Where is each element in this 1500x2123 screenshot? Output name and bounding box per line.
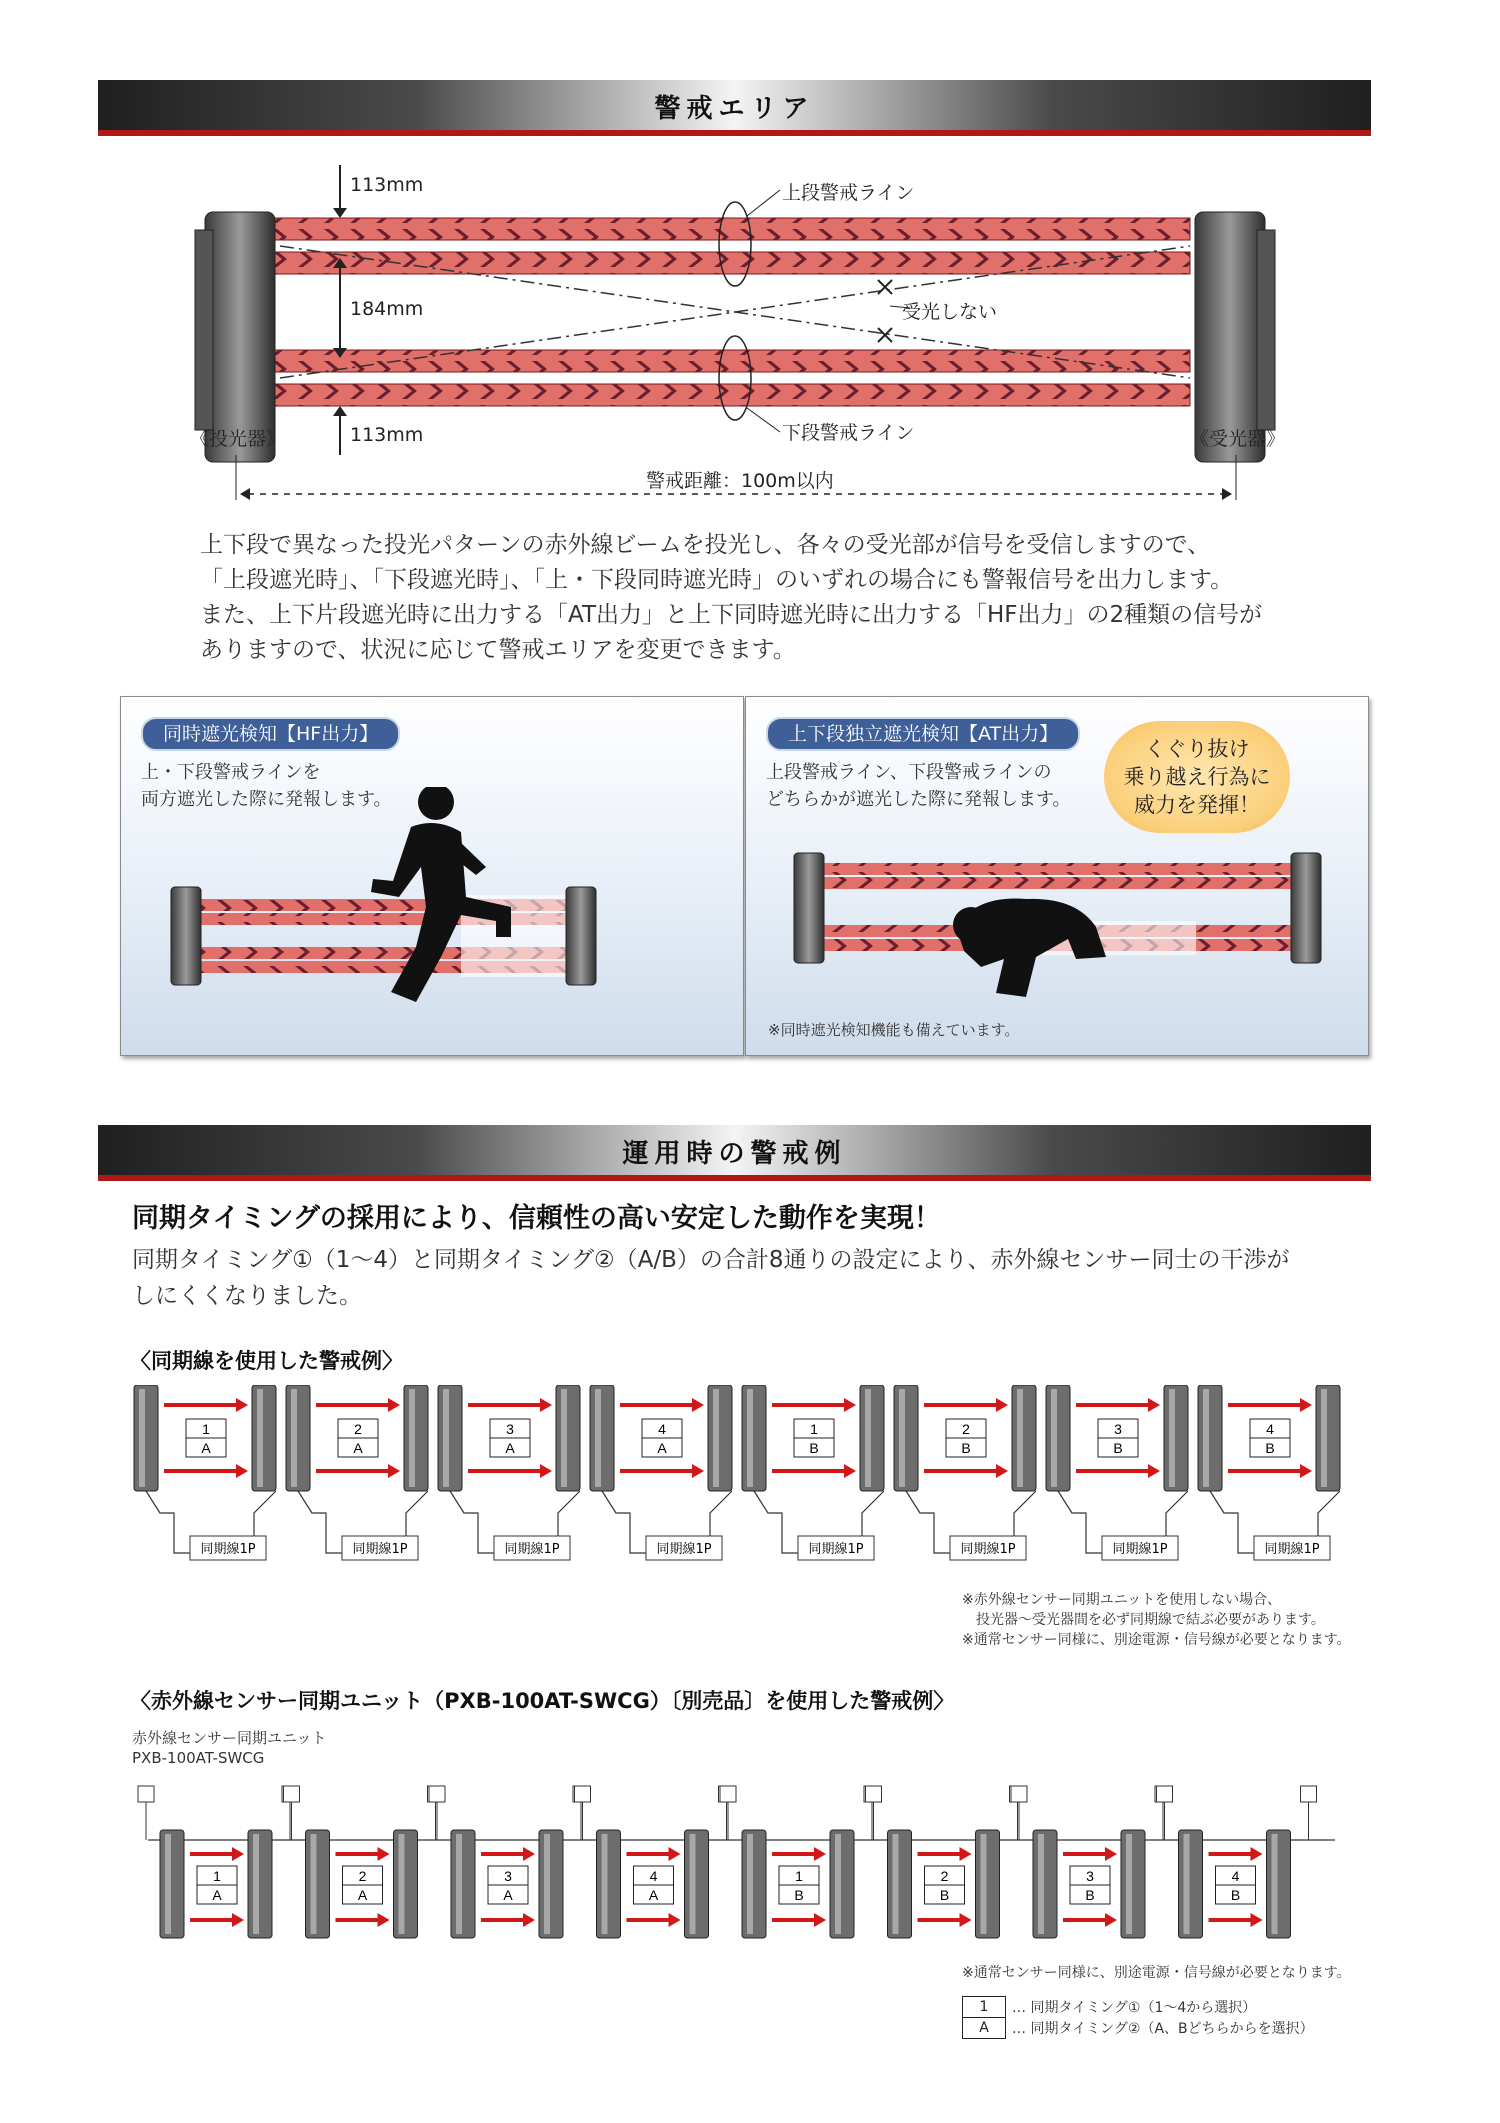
beam-arrowhead [388, 1398, 400, 1412]
beam-arrowhead [960, 1847, 972, 1861]
running-person-illustration [161, 787, 721, 1037]
section-title: 警戒エリア [654, 94, 815, 124]
timing-letter: B [794, 1887, 804, 1903]
lower-line-label: 下段警戒ライン [782, 422, 915, 444]
panel-note: ※同時遮光検知機能も備えています。 [768, 1021, 1020, 1039]
sync-label: 同期線1P [656, 1542, 712, 1557]
sensor-highlight [165, 1834, 171, 1934]
sensor-unit [894, 1385, 918, 1491]
timing-number: 2 [962, 1421, 970, 1437]
beam-arrowhead [960, 1913, 972, 1927]
panel-at-output [745, 696, 1369, 1056]
sensor-unit [708, 1385, 732, 1491]
timing-letter: A [503, 1887, 513, 1903]
beam-arrowhead [996, 1464, 1008, 1478]
beam-arrowhead [1105, 1913, 1117, 1927]
sensor-unit [1316, 1385, 1340, 1491]
sensor-highlight [311, 1834, 317, 1934]
sensor-highlight [747, 1389, 753, 1487]
beam-arrowhead [1300, 1398, 1312, 1412]
sensor-highlight [747, 1834, 753, 1934]
sensor-highlight [1272, 1834, 1278, 1934]
sensor-unit [742, 1830, 766, 1938]
sensor-unit [976, 1830, 1000, 1938]
panel-title: 同時遮光検知【HF出力】 [141, 717, 400, 751]
dim-top-label: 113mm [350, 174, 424, 196]
sensor-highlight [865, 1389, 871, 1487]
sensor-unit [1198, 1385, 1222, 1491]
sensor-highlight [1203, 1389, 1209, 1487]
section-banner-area [98, 80, 1371, 136]
sensor-highlight [291, 1389, 297, 1487]
sensor-highlight [899, 1389, 905, 1487]
sync-unit-diagram [130, 1782, 1370, 1952]
sensor-highlight [835, 1834, 841, 1934]
sensor-unit [404, 1385, 428, 1491]
sensor-highlight [602, 1834, 608, 1934]
sensor-unit [252, 1385, 276, 1491]
sync-wire-diagram [130, 1385, 1370, 1565]
sensor-highlight [1321, 1389, 1327, 1487]
sync-label: 同期線1P [352, 1542, 408, 1557]
legend-key: 1 [962, 1996, 1006, 2018]
sensor-unit [1046, 1385, 1070, 1491]
beam-arrowhead [236, 1464, 248, 1478]
panel-hf-output [120, 696, 744, 1056]
legend-key: A [962, 2017, 1006, 2039]
beam-arrowhead [1148, 1398, 1160, 1412]
example1-notes [962, 1590, 1351, 1650]
transmitter-label: 《投光器》 [190, 428, 286, 450]
timing-number: 2 [940, 1868, 949, 1884]
sync-unit-box [284, 1786, 300, 1802]
sync-label: 同期線1P [808, 1542, 864, 1557]
timing-number: 3 [1086, 1868, 1094, 1884]
beam-arrowhead [1251, 1847, 1263, 1861]
timing-letter: B [1230, 1887, 1241, 1903]
timing-number: 2 [354, 1421, 362, 1437]
beam-arrowhead [844, 1464, 856, 1478]
timing-number: 2 [358, 1868, 367, 1884]
sensor-highlight [544, 1834, 550, 1934]
sync-unit-box [720, 1786, 736, 1802]
sensor-unit [539, 1830, 563, 1938]
timing-letter: A [201, 1440, 211, 1456]
sensor-unit [830, 1830, 854, 1938]
sensor-highlight [409, 1389, 415, 1487]
beam-arrowhead [669, 1847, 681, 1861]
sensor-highlight [443, 1389, 449, 1487]
timing-number: 4 [1266, 1421, 1274, 1437]
note-line: ※通常センサー同様に、別途電源・信号線が必要となります。 [962, 1632, 1351, 1648]
legend-text: … 同期タイミング②（A、Bどちらからを選択） [1012, 2021, 1314, 2037]
beam-arrowhead [692, 1398, 704, 1412]
sensor-unit [1164, 1385, 1188, 1491]
sync-label: 同期線1P [1264, 1542, 1320, 1557]
sensor-highlight [893, 1834, 899, 1934]
legend-text: … 同期タイミング①（1〜4から選択） [1012, 2000, 1257, 2016]
beam-arrowhead [996, 1398, 1008, 1412]
sensor-unit [590, 1385, 614, 1491]
timing-number: 4 [658, 1421, 666, 1437]
timing-letter: A [657, 1440, 667, 1456]
sensor-unit [597, 1830, 621, 1938]
beam-arrowhead [378, 1847, 390, 1861]
sync-unit-box [1011, 1786, 1027, 1802]
note-line: ※赤外線センサー同期ユニットを使用しない場合、 [962, 1592, 1282, 1608]
no-receive-label: 受光しない [902, 301, 998, 323]
beam-arrowhead [1148, 1464, 1160, 1478]
timing-letter: A [648, 1887, 659, 1903]
description [200, 528, 1320, 668]
subtext-line: 同期タイミング①（1〜4）と同期タイミング②（A/B）の合計8通りの設定により、赤外線センサー同士の干渉が [132, 1247, 1290, 1273]
example2-title: 〈赤外線センサー同期ユニット（PXB-100AT-SWCG）〔別売品〕を使用した警戒例〉 [130, 1689, 955, 1713]
note-line: 投光器〜受光器間を必ず同期線で結ぶ必要があります。 [962, 1612, 1325, 1628]
sensor-unit [286, 1385, 310, 1491]
receiver-label: 《受光器》 [1190, 428, 1286, 450]
timing-number: 3 [1114, 1421, 1122, 1437]
section-title: 運用時の警戒例 [622, 1139, 847, 1169]
dim-mid-label: 184mm [350, 298, 424, 320]
panel-text [766, 759, 1071, 813]
beam-arrowhead [814, 1847, 826, 1861]
beam-arrowhead [540, 1464, 552, 1478]
timing-number: 4 [1231, 1868, 1240, 1884]
panel-text-line: 両方遮光した際に発報します。 [141, 789, 392, 810]
sensor-highlight [595, 1389, 601, 1487]
sensor-highlight [981, 1834, 987, 1934]
timing-number: 3 [504, 1868, 512, 1884]
beam-arrowhead [844, 1398, 856, 1412]
sensor-highlight [1184, 1834, 1190, 1934]
sensor-unit [160, 1830, 184, 1938]
sensor-unit [888, 1830, 912, 1938]
distance-label: 警戒距離：100m以内 [640, 466, 840, 493]
subtext [132, 1242, 1290, 1314]
timing-letter: B [939, 1887, 950, 1903]
section-banner-usage [98, 1125, 1371, 1181]
beam-arrowhead [523, 1847, 535, 1861]
timing-letter: A [505, 1440, 515, 1456]
timing-number: 4 [649, 1868, 658, 1884]
subtext-line: しにくくなりました。 [132, 1283, 362, 1309]
beam-arrowhead [236, 1398, 248, 1412]
sensor-highlight [713, 1389, 719, 1487]
bubble-line: くぐり抜け [1144, 737, 1250, 761]
headline: 同期タイミングの採用により、信頼性の高い安定した動作を実現！ [132, 1203, 941, 1234]
dim-bottom-label: 113mm [350, 424, 424, 446]
beam-arrowhead [1105, 1847, 1117, 1861]
sensor-unit [556, 1385, 580, 1491]
beam-arrowhead [1251, 1913, 1263, 1927]
panel-text-line: 上・下段警戒ラインを [141, 762, 321, 783]
timing-letter: A [357, 1887, 368, 1903]
timing-number: 1 [213, 1868, 221, 1884]
unit-label [132, 1728, 326, 1768]
unit-label-line: 赤外線センサー同期ユニット [132, 1729, 327, 1747]
beam-arrowhead [232, 1847, 244, 1861]
sensor-unit [1121, 1830, 1145, 1938]
upper-line-label: 上段警戒ライン [782, 182, 915, 204]
timing-letter: B [1085, 1887, 1095, 1903]
beam-diagram [190, 160, 1310, 500]
timing-number: 1 [795, 1868, 803, 1884]
example1-title: 〈同期線を使用した警戒例〉 [130, 1349, 403, 1373]
sensor-unit [685, 1830, 709, 1938]
beam-arrowhead [1300, 1464, 1312, 1478]
sensor-unit [1267, 1830, 1291, 1938]
sensor-highlight [1017, 1389, 1023, 1487]
sync-unit-box [575, 1786, 591, 1802]
sync-label: 同期線1P [960, 1542, 1016, 1557]
description-line: また、上下片段遮光時に出力する「AT出力」と上下同時遮光時に出力する「HF出力」の2種類の信号が [200, 602, 1263, 628]
beam-arrowhead [540, 1398, 552, 1412]
sync-unit-box [138, 1786, 154, 1802]
timing-letter: B [1265, 1440, 1275, 1456]
beam-arrowhead [669, 1913, 681, 1927]
sensor-unit [1012, 1385, 1036, 1491]
sync-label: 同期線1P [1112, 1542, 1168, 1557]
sensor-unit [134, 1385, 158, 1491]
sensor-unit [742, 1385, 766, 1491]
timing-letter: B [809, 1440, 819, 1456]
sensor-highlight [1051, 1389, 1057, 1487]
sensor-unit [860, 1385, 884, 1491]
timing-number: 3 [506, 1421, 514, 1437]
sensor-unit [248, 1830, 272, 1938]
beam-arrowhead [232, 1913, 244, 1927]
unit-label-line: PXB-100AT-SWCG [132, 1749, 265, 1767]
timing-letter: A [212, 1887, 222, 1903]
sensor-highlight [1126, 1834, 1132, 1934]
description-line: 「上段遮光時」、「下段遮光時」、「上・下段同時遮光時」のいずれの場合にも警報信号を出力します。 [200, 567, 1234, 593]
feature-bubble [1104, 721, 1290, 833]
sync-unit-box [1301, 1786, 1317, 1802]
sync-unit-box [1157, 1786, 1173, 1802]
panel-title: 上下段独立遮光検知【AT出力】 [766, 717, 1080, 751]
sensor-unit [1033, 1830, 1057, 1938]
description-line: 上下段で異なった投光パターンの赤外線ビームを投光し、各々の受光部が信号を受信しますので、 [200, 532, 1211, 558]
panel-text-line: 上段警戒ライン、下段警戒ラインの [766, 762, 1052, 783]
sensor-unit [394, 1830, 418, 1938]
sensor-unit [438, 1385, 462, 1491]
timing-letter: B [1113, 1440, 1123, 1456]
sensor-unit [306, 1830, 330, 1938]
beam-arrowhead [523, 1913, 535, 1927]
sensor-highlight [257, 1389, 263, 1487]
sensor-highlight [1038, 1834, 1044, 1934]
example2-note: ※通常センサー同様に、別途電源・信号線が必要となります。 [962, 1965, 1351, 1981]
sync-unit-box [866, 1786, 882, 1802]
sensor-highlight [1169, 1389, 1175, 1487]
beam-arrowhead [378, 1913, 390, 1927]
sync-label: 同期線1P [504, 1542, 560, 1557]
sensor-unit [1179, 1830, 1203, 1938]
sensor-highlight [561, 1389, 567, 1487]
description-line: ありますので、状況に応じて警戒エリアを変更できます。 [200, 637, 796, 663]
timing-number: 1 [810, 1421, 818, 1437]
bubble-line: 威力を発揮！ [1134, 793, 1260, 817]
beam-arrowhead [814, 1913, 826, 1927]
timing-letter: B [961, 1440, 971, 1456]
sensor-highlight [690, 1834, 696, 1934]
timing-letter: A [353, 1440, 363, 1456]
sync-label: 同期線1P [200, 1542, 256, 1557]
beam-arrowhead [388, 1464, 400, 1478]
timing-number: 1 [202, 1421, 210, 1437]
sync-unit-box [429, 1786, 445, 1802]
sensor-highlight [253, 1834, 259, 1934]
crawling-person-illustration [776, 847, 1346, 1007]
panel-text-line: どちらかが遮光した際に発報します。 [766, 789, 1071, 810]
sensor-highlight [456, 1834, 462, 1934]
beam-arrowhead [692, 1464, 704, 1478]
sensor-highlight [139, 1389, 145, 1487]
bubble-line: 乗り越え行為に [1123, 765, 1271, 789]
sensor-unit [451, 1830, 475, 1938]
sensor-highlight [399, 1834, 405, 1934]
